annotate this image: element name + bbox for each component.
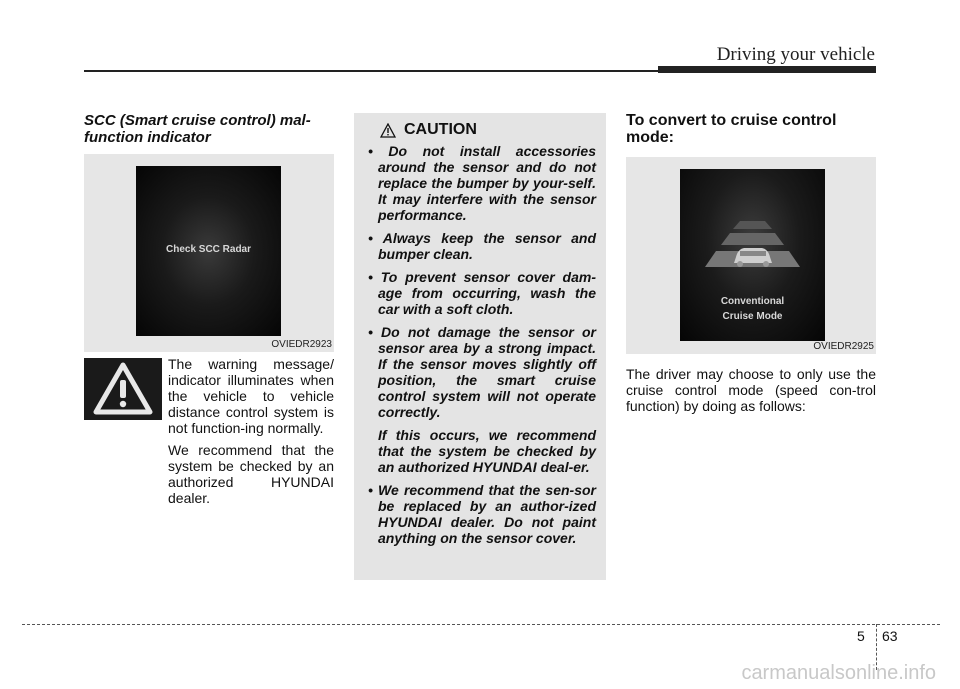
footer-rule: [22, 624, 940, 625]
caution-item: • Always keep the sensor and bumper clean.: [368, 230, 596, 262]
header-rule-accent: [658, 66, 876, 73]
cluster-display: [136, 166, 281, 336]
cruise-mode-heading: To convert to cruise control mode:: [626, 112, 837, 146]
caution-item: • To prevent sensor cover dam-age from occurring, wash the car with a soft cloth.: [368, 269, 596, 317]
caution-box: [354, 113, 606, 580]
header-rule: [84, 70, 662, 72]
display-message-line1: Conventional: [720, 296, 785, 307]
caution-header: [380, 121, 596, 139]
paragraph: The warning message/ indicator illuminates when the vehicle to vehicle distance control system is not function-ing normally.: [168, 356, 334, 436]
figure-code: OVIEDR2925: [813, 341, 874, 352]
caution-triangle-icon: [380, 123, 396, 138]
caution-title: CAUTION: [404, 121, 477, 138]
display-message-line2: Cruise Mode: [722, 311, 783, 322]
figure-code: OVIEDR2923: [271, 339, 332, 350]
section-title: Driving your vehicle: [716, 44, 875, 65]
caution-list: [366, 143, 596, 546]
caution-item: • We recommend that the sen-sor be replaced by an author-ized HYUNDAI dealer. Do not paint anything on the sensor cover.: [368, 482, 596, 546]
warning-triangle-icon: [84, 358, 162, 420]
caution-item: • Do not install accessories around the sensor and do not replace the bumper by your-self. It may interfere with the sensor performance.: [368, 143, 596, 223]
display-message: Check SCC Radar: [165, 244, 252, 255]
malfunction-indicator-heading: SCC (Smart cruise control) mal-function indicator: [84, 112, 311, 146]
page-number: 63: [882, 628, 898, 644]
chapter-number: 5: [857, 628, 865, 644]
car-lanes-icon: [680, 169, 825, 289]
malfunction-description: [168, 356, 334, 512]
cluster-display: [680, 169, 825, 341]
caution-item: If this occurs, we recommend that the system be checked by an authorized HYUNDAI deal-er.: [378, 427, 596, 475]
check-scc-radar-figure: [84, 154, 334, 352]
cruise-mode-description: The driver may choose to only use the cruise control mode (speed con-trol function) by doing as follows:: [626, 366, 876, 414]
conventional-cruise-figure: [626, 157, 876, 354]
caution-item: • Do not damage the sensor or sensor area by a strong impact. If the sensor moves slightly off position, the smart cruise control system will not operate correctly.: [368, 324, 596, 420]
paragraph: We recommend that the system be checked by an authorized HYUNDAI dealer.: [168, 442, 334, 506]
watermark: carmanualsonline.info: [741, 662, 936, 684]
